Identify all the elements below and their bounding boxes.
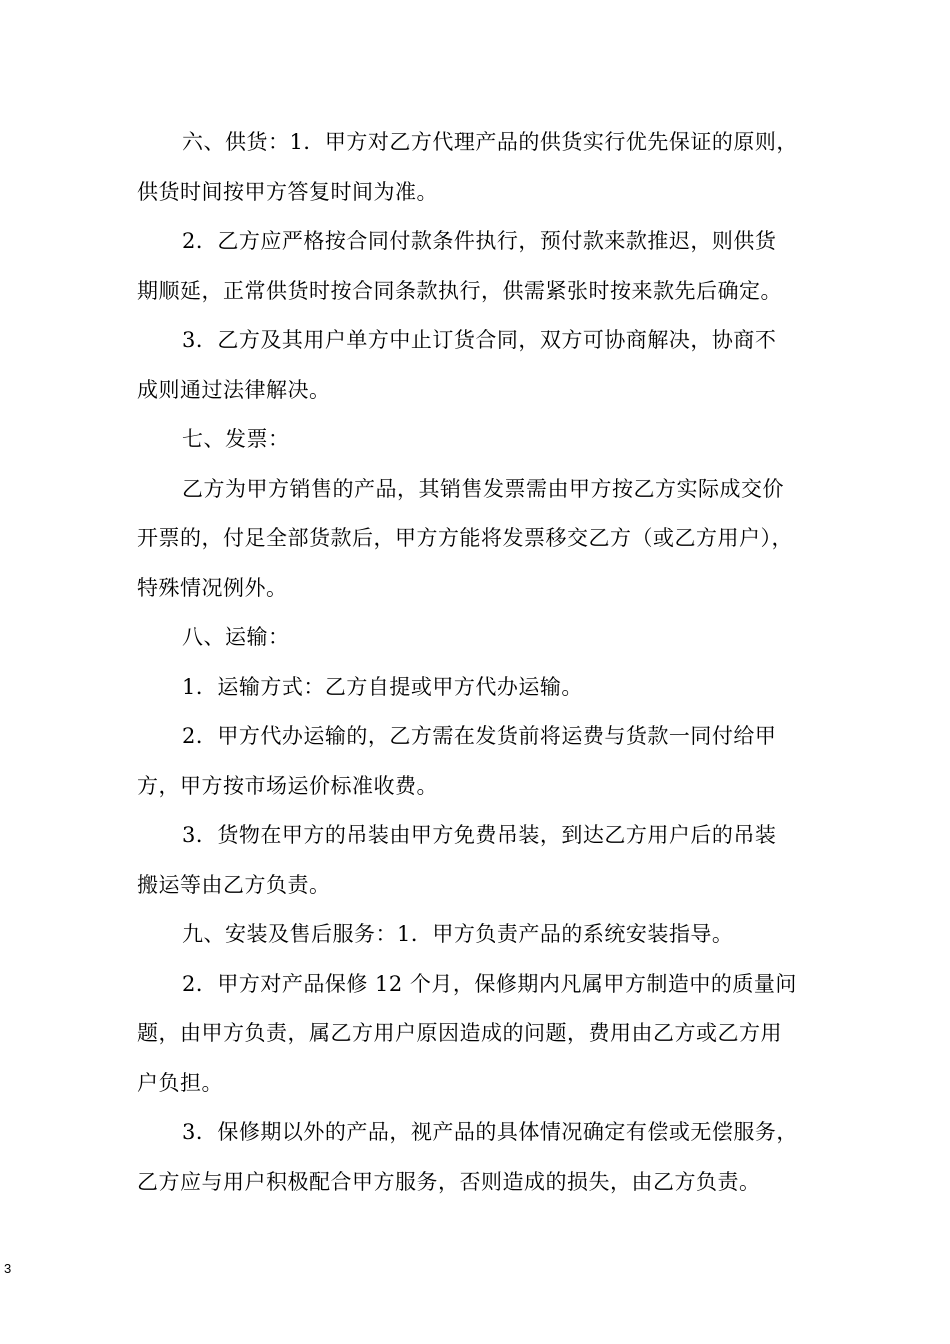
document-body — [137, 118, 827, 1207]
text-line: 2．乙方应严格按合同付款条件执行，预付款来款推迟，则供货 — [182, 229, 777, 253]
page-number: 3 — [4, 1261, 12, 1276]
text-line: 开票的，付足全部货款后，甲方方能将发票移交乙方（或乙方用户）， — [137, 526, 793, 550]
text-line: 期顺延，正常供货时按合同条款执行，供需紧张时按来款先后确定。 — [137, 278, 782, 303]
text-line: 3．保修期以外的产品，视产品的具体情况确定有偿或无偿服务， — [182, 1120, 798, 1144]
text-line: 供货时间按甲方答复时间为准。 — [137, 179, 438, 204]
text-line: 题，由甲方负责，属乙方用户原因造成的问题，费用由乙方或乙方用 — [137, 1021, 782, 1045]
text-line: 九、安装及售后服务：1．甲方负责产品的系统安装指导。 — [182, 922, 734, 946]
text-line: 2．甲方对产品保修 12 个月，保修期内凡属甲方制造中的质量问 — [182, 971, 797, 996]
text-line: 1．运输方式：乙方自提或甲方代办运输。 — [182, 674, 583, 699]
text-line: 搬运等由乙方负责。 — [137, 872, 331, 897]
text-line: 户负担。 — [137, 1070, 223, 1095]
section-heading: 八、运输： — [182, 625, 290, 649]
text-line: 3．货物在甲方的吊装由甲方免费吊装，到达乙方用户后的吊装 — [182, 823, 777, 847]
text-line: 特殊情况例外。 — [137, 575, 288, 600]
text-line: 乙方应与用户积极配合甲方服务，否则造成的损失，由乙方负责。 — [137, 1169, 761, 1194]
text-line: 3．乙方及其用户单方中止订货合同，双方可协商解决，协商不 — [182, 328, 777, 352]
text-line: 方，甲方按市场运价标准收费。 — [137, 773, 438, 798]
text-line: 六、供货：1．甲方对乙方代理产品的供货实行优先保证的原则， — [182, 130, 798, 154]
section-heading: 七、发票： — [182, 427, 290, 451]
text-line: 2．甲方代办运输的，乙方需在发货前将运费与货款一同付给甲 — [182, 724, 777, 748]
text-line: 乙方为甲方销售的产品，其销售发票需由甲方按乙方实际成交价 — [182, 476, 784, 501]
text-line: 成则通过法律解决。 — [137, 377, 331, 402]
